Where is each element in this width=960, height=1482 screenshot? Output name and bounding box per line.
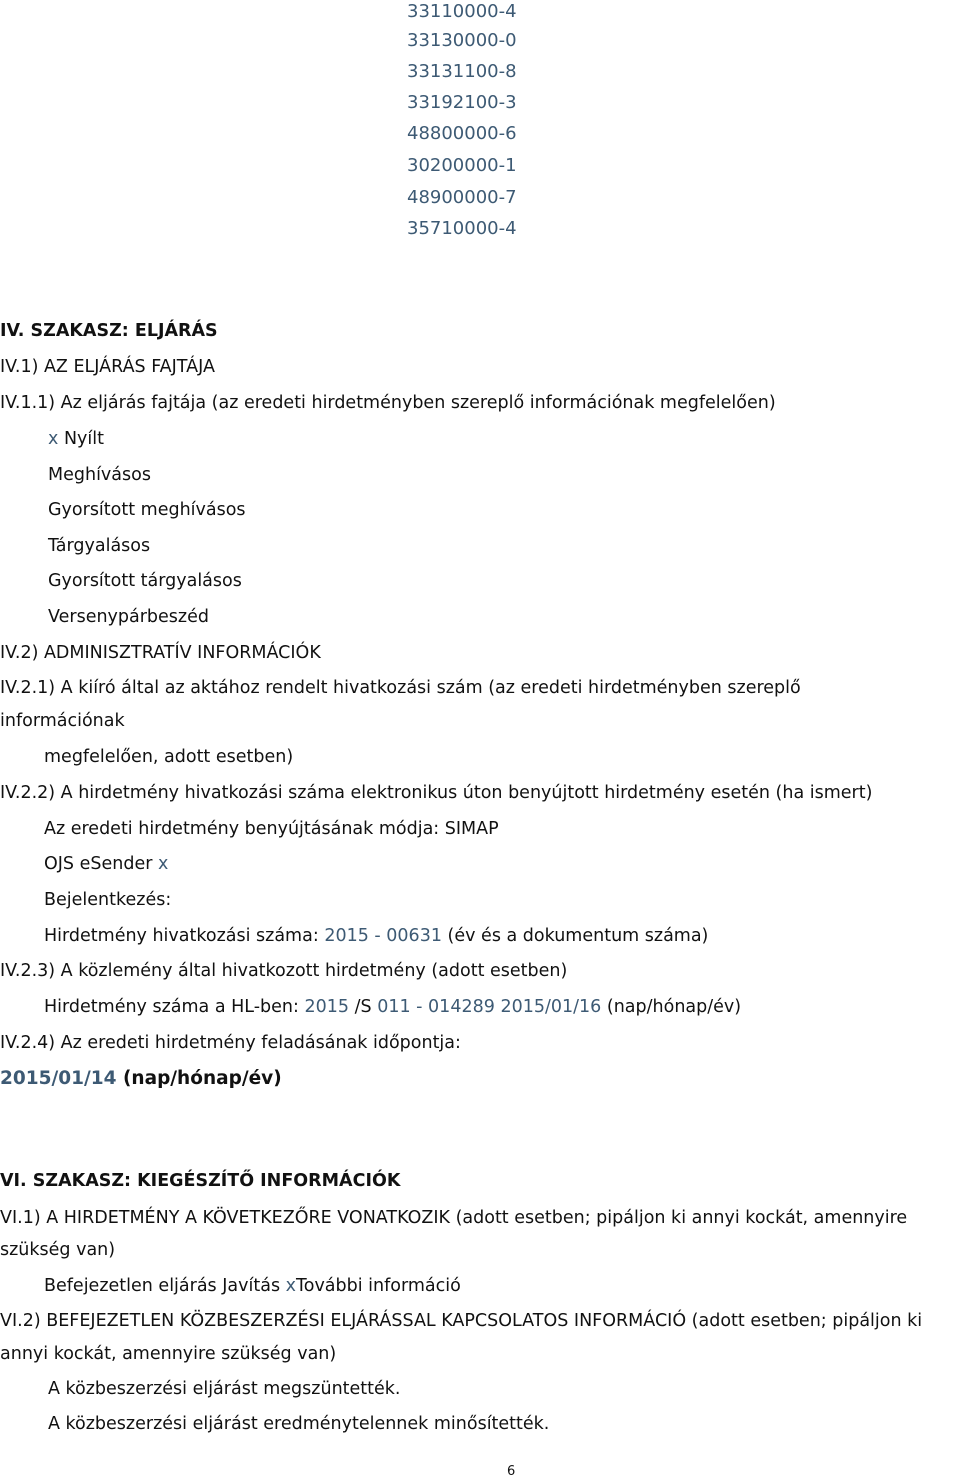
option-incomplete: Befejezetlen eljárás: [44, 1276, 217, 1296]
heading-vi2-cont: annyi kockát, amennyire szükség van): [0, 1344, 337, 1364]
section-iv-title: IV. SZAKASZ: ELJÁRÁS: [0, 321, 218, 341]
procedure-type: Meghívásos: [48, 465, 151, 485]
reference-number: [44, 924, 708, 948]
vi2-option: A közbeszerzési eljárást eredménytelennek minősítették.: [48, 1414, 550, 1434]
heading-vi1-cont: szükség van): [0, 1240, 116, 1260]
cpv-code: 33110000-4: [407, 1, 517, 22]
hl-suffix: (nap/hónap/év): [606, 997, 742, 1017]
procedure-type-label: Nyílt: [63, 429, 104, 449]
check-mark: x: [48, 429, 59, 449]
cpv-code: 48800000-6: [407, 123, 517, 144]
ojs-esender: [44, 852, 168, 876]
hl-label: Hirdetmény száma a HL-ben:: [44, 997, 299, 1017]
hl-number: 011 - 014289: [377, 997, 495, 1017]
cpv-code: 33192100-3: [407, 92, 517, 113]
orig-date-value: 2015/01/14: [0, 1068, 117, 1089]
procedure-type: Tárgyalásos: [48, 536, 151, 556]
login-label: Bejelentkezés:: [44, 890, 172, 910]
heading-iv22: IV.2.2) A hirdetmény hivatkozási száma elektronikus úton benyújtott hirdetmény esetén (ha ismert): [0, 783, 873, 803]
heading-iv2: IV.2) ADMINISZTRATÍV INFORMÁCIÓK: [0, 643, 321, 663]
procedure-type: Gyorsított meghívásos: [48, 500, 246, 520]
hl-year: 2015: [304, 997, 350, 1017]
vi2-option: A közbeszerzési eljárást megszüntették.: [48, 1379, 401, 1399]
heading-iv23: IV.2.3) A közlemény által hivatkozott hirdetmény (adott esetben): [0, 961, 568, 981]
cpv-code: 48900000-7: [407, 187, 517, 208]
orig-date-suffix: (nap/hónap/év): [122, 1068, 282, 1089]
procedure-type-open: [48, 427, 104, 451]
heading-iv1: IV.1) AZ ELJÁRÁS FAJTÁJA: [0, 357, 215, 377]
page-number: 6: [507, 1464, 516, 1479]
heading-iv21: IV.2.1) A kiíró által az aktához rendelt hivatkozási szám (az eredeti hirdetményben szereplő: [0, 678, 801, 698]
notice-options: [44, 1274, 461, 1298]
heading-iv21-cont: megfelelően, adott esetben): [44, 747, 294, 767]
ref-suffix: (év és a dokumentum száma): [447, 926, 709, 946]
hl-sep: /S: [354, 997, 372, 1017]
cpv-code: 30200000-1: [407, 155, 517, 176]
heading-vi2: VI.2) BEFEJEZETLEN KÖZBESZERZÉSI ELJÁRÁSSAL KAPCSOLATOS INFORMÁCIÓ (adott esetben; pipáljon ki: [0, 1311, 923, 1331]
cpv-code: 33130000-0: [407, 30, 517, 51]
procedure-type: Versenypárbeszéd: [48, 607, 209, 627]
cpv-code: 35710000-4: [407, 218, 517, 239]
check-mark: x: [158, 854, 169, 874]
section-vi-title: VI. SZAKASZ: KIEGÉSZÍTŐ INFORMÁCIÓK: [0, 1171, 401, 1191]
option-additional-info: További információ: [296, 1276, 461, 1296]
oj-notice-number: [44, 995, 741, 1019]
submission-mode: Az eredeti hirdetmény benyújtásának módja: SIMAP: [44, 819, 499, 839]
heading-iv11: IV.1.1) Az eljárás fajtája (az eredeti hirdetményben szereplő információnak megfelelően): [0, 393, 776, 413]
procedure-type: Gyorsított tárgyalásos: [48, 571, 242, 591]
heading-iv24: IV.2.4) Az eredeti hirdetmény feladásának időpontja:: [0, 1033, 461, 1053]
ref-value: 2015 - 00631: [324, 926, 442, 946]
hl-date: 2015/01/16: [500, 997, 602, 1017]
ojs-label: OJS eSender: [44, 854, 153, 874]
ref-label: Hirdetmény hivatkozási száma:: [44, 926, 319, 946]
heading-iv21-cont: információnak: [0, 711, 125, 731]
check-mark: x: [285, 1276, 297, 1296]
option-correction: Javítás: [222, 1276, 281, 1296]
cpv-code: 33131100-8: [407, 61, 517, 82]
heading-vi1: VI.1) A HIRDETMÉNY A KÖVETKEZŐRE VONATKOZIK (adott esetben; pipáljon ki annyi kockát, amennyire: [0, 1208, 908, 1228]
original-dispatch-date: [0, 1067, 282, 1091]
